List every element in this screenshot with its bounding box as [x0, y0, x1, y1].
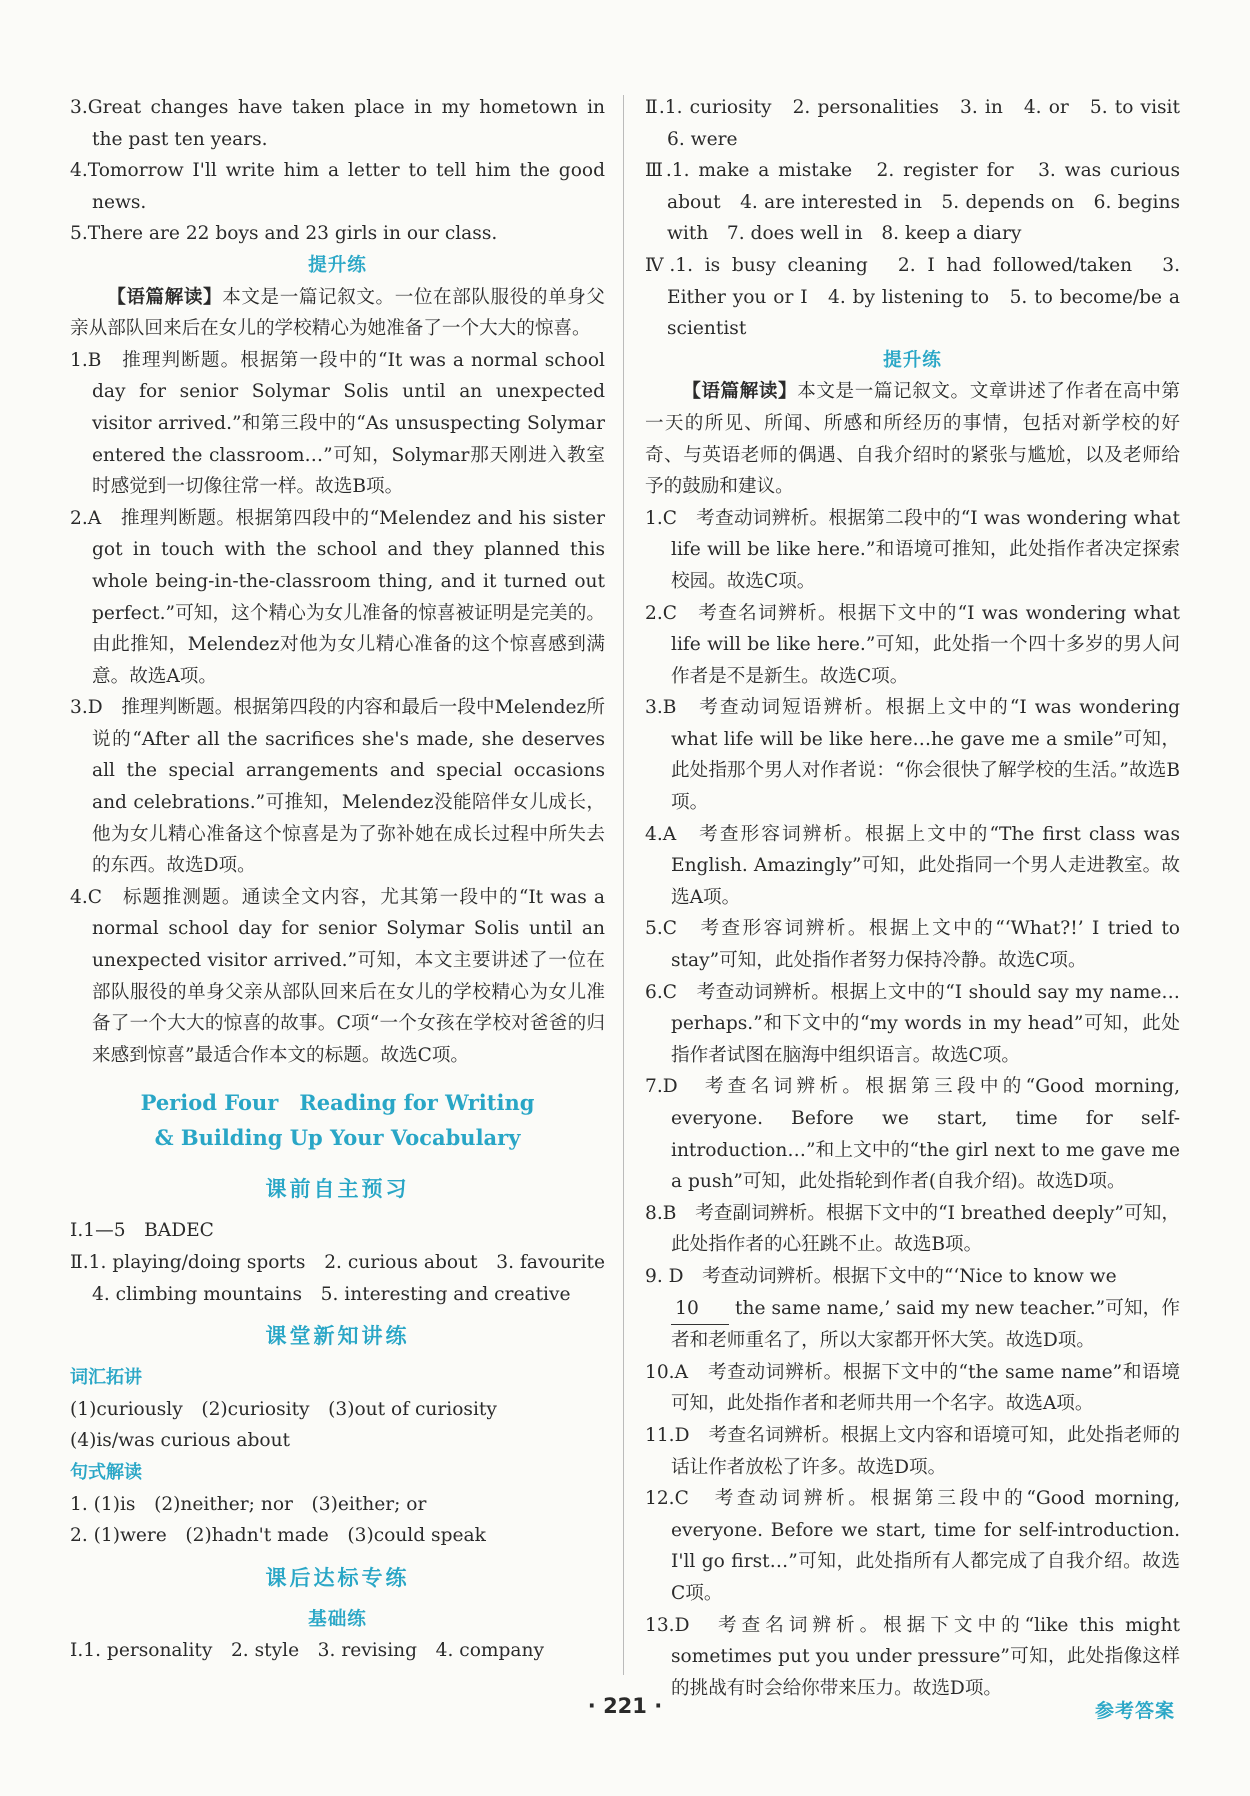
item-number: 7.	[645, 1076, 663, 1098]
answer-blank: 10	[671, 1293, 729, 1326]
item-text: 1. curiosity 2. personalities 3. in 4. or 5. to visit 6. were	[664, 97, 1199, 150]
item-number: Ⅱ.	[70, 1252, 89, 1273]
item-text: C 考查动词辨析。根据第二段中的“I was wondering what life will be like here.”和语境可推知，此处指作者决定探索校园。故选C项。	[662, 507, 1180, 592]
left-answer-list	[70, 345, 605, 1072]
answer-item	[70, 1247, 624, 1310]
item-number: Ⅱ.	[645, 97, 665, 118]
answer-item	[645, 913, 1180, 976]
item-text: 1—5 BADEC	[83, 1220, 214, 1242]
item-number: 2.	[645, 602, 663, 624]
answer-item	[645, 92, 1199, 155]
item-number: 6.	[645, 981, 663, 1003]
item-text: C 考查名词辨析。根据下文中的“I was wondering what life will be like here.”可知，此处指一个四十多岁的男人问作者是不是新生。故选C项。	[662, 602, 1180, 687]
left-column	[70, 92, 624, 1667]
answer-item	[645, 692, 1180, 818]
item-number: 4.	[70, 886, 88, 908]
item-text: B 考查动词短语辨析。根据上文中的“I was wondering what life will be like here…he gave me a smile”可知，此处指那个男人对作者说：“你会很快了解学校的生活。”故选B项。	[662, 697, 1180, 814]
passage-text: 本文是一篇记叙文。文章讲述了作者在高中第一天的所见、所闻、所感和所经历的事情，包括对新学校的好奇、与英语老师的偶遇、自我介绍时的紧张与尴尬，以及老师给予的鼓励和建议。	[645, 381, 1180, 498]
right-answer-list-b	[645, 1357, 1180, 1705]
section-heading-tisheng-right: 提升练	[883, 349, 942, 371]
column-divider	[623, 95, 624, 1675]
right-column	[645, 92, 1199, 1704]
item-text: 1. make a mistake 2. register for 3. was curious about 4. are interested in 5. depends on 6. begins with 7. does well in 8. keep a diary	[667, 160, 1180, 245]
right-exercise-list	[645, 92, 1199, 345]
item-text: A 考查形容词辨析。根据上文中的“The first class was English. Amazingly”可知，此处指同一个男人走进教室。故选A项。	[662, 823, 1180, 908]
subheading-sentence: 句式解读	[70, 1461, 142, 1483]
item-number: Ⅲ.	[645, 160, 672, 182]
vocab-line: (4)is/was curious about	[70, 1430, 291, 1452]
passage-summary	[70, 282, 605, 345]
answer-item	[70, 882, 605, 1072]
answer-item	[70, 218, 605, 250]
answer-item	[645, 1357, 1180, 1420]
passage-tag: 【语篇解读】	[107, 286, 223, 308]
answer-item	[70, 92, 605, 155]
answer-item	[645, 1420, 1180, 1483]
item-text: D 推理判断题。根据第四段的内容和最后一段中Melendez所说的“After all the sacrifices she's made, she deserves all the special arrangements and special occasions and celebrations.”可推知，Melendez没能陪伴女儿成长，他为女儿精心准备这个惊喜是为了弥补她在成长过程中所失去的东西。故选D项。	[87, 697, 605, 877]
answer-item	[70, 345, 605, 503]
item-number: 2.	[70, 507, 88, 529]
item-text: C 考查形容词辨析。根据上文中的“‘What?!’ I tried to stay”可知，此处指作者努力保持冷静。故选C项。	[662, 918, 1180, 972]
item-text: B 考查副词辨析。根据下文中的“I breathed deeply”可知，此处指作者的心狂跳不止。故选B项。	[662, 1202, 1180, 1256]
item-text: 1. personality 2. style 3. revising 4. company	[83, 1640, 544, 1662]
item-text: C 考查动词辨析。根据第三段中的“Good morning, everyone. Before we start, time for self-introduction. I'll go first…”可知，此处指所有人都完成了自我介绍。故选C项。	[671, 1488, 1180, 1604]
section-heading-basic: 基础练	[308, 1608, 367, 1630]
item-number: 12.	[645, 1488, 675, 1510]
period-line1: Period Four Reading for Writing	[140, 1090, 535, 1116]
footer-label: 参考答案	[1094, 1700, 1175, 1722]
item-text: D 考查名词辨析。根据第三段中的“Good morning, everyone. Before we start, time for self-introduction…”和上文中的“the girl next to me gave me a push”可知，此处指轮到作者(自我介绍)。故选D项。	[662, 1076, 1180, 1193]
answer-item	[645, 250, 1180, 345]
answer-item	[645, 598, 1180, 693]
item-text: 1. playing/doing sports 2. curious about 3. favourite 4. climbing mountains 5. interesting and creative	[88, 1252, 624, 1305]
answer-item	[70, 1215, 605, 1247]
item-text: B 推理判断题。根据第一段中的“It was a normal school day for senior Solymar Solis until an unexpected visitor arrived.”和第三段中的“As unsuspecting Solymar entered the classroom…”可知，Solymar那天刚进入教室时感觉到一切像往常一样。故选B项。	[87, 349, 605, 498]
period-title	[70, 1085, 605, 1155]
answer-item	[70, 692, 605, 882]
item-text: C 考查动词辨析。根据上文中的“I should say my name…perhaps.”和下文中的“my words in my head”可知，此处指作者试图在脑海中组织语言。故选C项。	[662, 981, 1180, 1066]
item-text: D 考查名词辨析。根据上文内容和语境可知，此处指老师的话让作者放松了许多。故选D项。	[671, 1424, 1180, 1478]
answer-item	[645, 977, 1180, 1072]
item-number: 8.	[645, 1202, 663, 1224]
section-heading-preview: 课前自主预习	[265, 1176, 410, 1202]
sentence-line: 1. (1)is (2)neither; nor (3)either; or	[70, 1493, 427, 1515]
right-answer-list	[645, 503, 1180, 1261]
item-text: D 考查名词辨析。根据下文中的“like this might sometimes put you under pressure”可知，此处指像这样的挑战有时会给你带来压力。故选D项。	[671, 1614, 1180, 1699]
item-number: Ⅰ.	[70, 1220, 84, 1242]
item-number: 3.	[70, 697, 88, 719]
item-text: A 推理判断题。根据第四段中的“Melendez and his sister got in touch with the school and they planned this whole being-in-the-classroom thing, and it turned out perfect.”可知，这个精心为女儿准备的惊喜被证明是完美的。由此推知，Melendez对他为女儿精心准备的这个惊喜感到满意。故选A项。	[87, 507, 605, 687]
item-number: 4.	[70, 160, 88, 182]
item-text: 1. is busy cleaning 2. I had followed/taken 3. Either you or I 4. by listening to 5. to become/be a scientist	[667, 254, 1180, 340]
answer-item	[645, 155, 1180, 250]
item-text: C 标题推测题。通读全文内容，尤其第一段中的“It was a normal school day for senior Solymar Solis until an unexpected visitor arrived.”可知，本文主要讲述了一位在部队服役的单身父亲从部队回来后在女儿的学校精心为女儿准备了一个大大的惊喜的故事。C项“一个女孩在学校对爸爸的归来感到惊喜”最适合作本文的标题。故选C项。	[87, 886, 605, 1066]
answer-item	[645, 1198, 1180, 1261]
section-heading-class: 课堂新知讲练	[265, 1323, 410, 1349]
item-number: 5.	[70, 223, 88, 245]
item-number: Ⅰ.	[70, 1640, 84, 1662]
answer-item: 9. D 考查动词辨析。根据下文中的“‘Nice to know we 10 the same name,’ said my new teacher.”可知，作者和老师重名了，所以大家都开怀大笑。故选D项。	[645, 1265, 1180, 1352]
item-number: Ⅳ.	[645, 254, 676, 276]
sentence-line: 2. (1)were (2)hadn't made (3)could speak	[70, 1525, 486, 1547]
answer-item	[645, 1071, 1180, 1197]
item-number: 10.	[645, 1361, 675, 1383]
answer-item	[645, 503, 1180, 598]
vocab-line: (1)curiously (2)curiosity (3)out of curiosity	[70, 1398, 497, 1420]
section-heading-after: 课后达标专练	[265, 1564, 410, 1590]
passage-summary-right	[645, 376, 1180, 502]
answer-item	[70, 503, 605, 693]
item-number: 4.	[645, 823, 663, 845]
item-text: Tomorrow I'll write him a letter to tell him the good news.	[87, 160, 605, 213]
item-number: 13.	[645, 1614, 675, 1636]
answer-item	[645, 819, 1180, 914]
answer-text: D 考查动词辨析。根据下文中的“‘Nice to know we	[668, 1265, 1117, 1287]
answer-item	[645, 1610, 1180, 1705]
preview-list	[70, 1215, 624, 1310]
item-text: There are 22 boys and 23 girls in our class.	[87, 223, 498, 245]
left-pre-list	[70, 92, 605, 250]
item-number: 11.	[645, 1424, 675, 1446]
subheading-vocab: 词汇拓讲	[70, 1367, 142, 1389]
answer-item	[645, 1483, 1180, 1609]
item-number: 5.	[645, 918, 663, 940]
page-number: · 221 ·	[587, 1694, 663, 1718]
answer-text: the same name,’ said my new teacher.”可知，作者和老师重名了，所以大家都开怀大笑。故选D项。	[671, 1297, 1180, 1352]
item-text: Great changes have taken place in my hometown in the past ten years.	[87, 97, 605, 150]
answer-item	[70, 155, 605, 218]
item-number: 1.	[70, 349, 88, 371]
item-text: A 考查动词辨析。根据下文中的“the same name”和语境可知，此处指作者和老师共用一个名字。故选A项。	[671, 1361, 1180, 1415]
basic-item	[70, 1635, 605, 1667]
item-number: 3.	[645, 697, 663, 719]
period-line2: & Building Up Your Vocabulary	[154, 1125, 521, 1151]
passage-tag: 【语篇解读】	[682, 381, 798, 403]
section-heading-tisheng: 提升练	[308, 254, 367, 276]
item-number: 3.	[70, 97, 88, 118]
passage-text: 本文是一篇记叙文。一位在部队服役的单身父亲从部队回来后在女儿的学校精心为她准备了一个大大的惊喜。	[70, 286, 605, 340]
item-number: 1.	[645, 507, 663, 529]
